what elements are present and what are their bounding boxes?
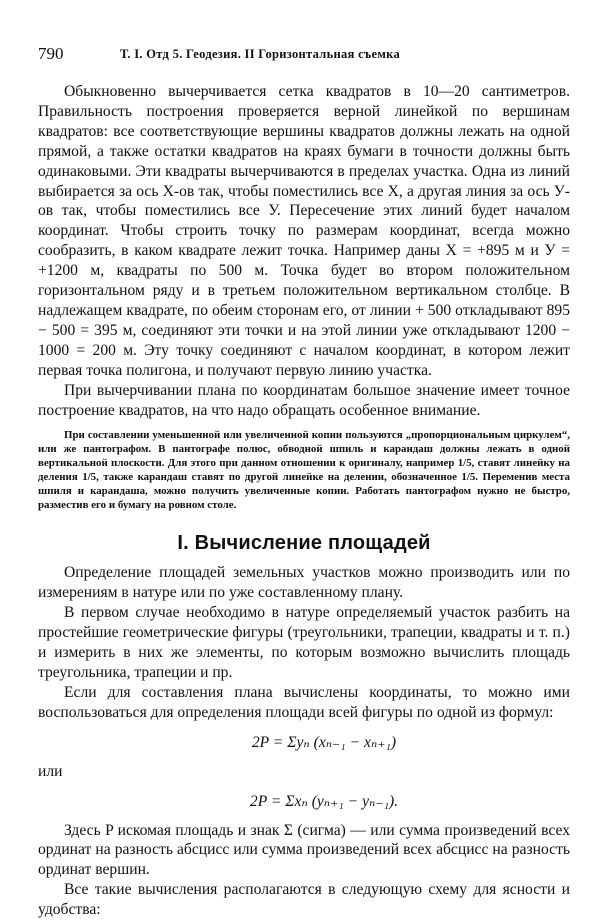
section-paragraph-1: Определение площадей земельных участков можно производить или по измерениям в натуре или по уже составленному плану. xyxy=(38,564,570,602)
page-body xyxy=(38,82,570,920)
pantograph-note: При составлении уменьшенной или увеличенной копии пользуются „пропорциональным циркулем“, или же пантографом. В пантографе полюс, обводной шпиль и карандаш должны лежать в одной вертикальной плоскости. Для этого при данном отношении к оригиналу, например 1/5, ставят линейку на деления 1/5, также карандаш ставят по другой линейке на делении, обозначенное 1/5. Переменив места шпиля и карандаша, можно получить увеличенные копии. Работать пантографом нужно не быстро, разместив его и бумагу на ровном столе. xyxy=(38,429,570,512)
formula-connector: или xyxy=(38,762,63,780)
page-header xyxy=(38,44,568,66)
area-formula-1: 2P = Σyₙ (xₙ₋₁ − xₙ₊₁) xyxy=(251,733,397,751)
paragraph-grid: Обыкновенно вычерчивается сетка квадратов в 10—20 сантиметров. Правильность построения проверяется верной линейкой по вершинам квадратов: все соответствующие вершины квадратов должны лежать на одной прямой, а также остатки квадратов на краях бумаги в точности должны быть одинаковыми. Эти квадраты вычерчиваются в пределах участка. Одна из линий выбирается за ось X-ов так, чтобы поместились все X, а другая линия за ось У-ов так, чтобы поместились все У. Пересечение этих линий будет началом координат. Чтобы строить точку по размерам координат, всегда можно сообразить, в каком квадрате лежит точка. Например даны X = +895 м и У = +1200 м, квадраты по 500 м. Точка будет во втором положительном горизонтальном ряду и в третьем положительном вертикальном столбце. В надлежащем квадрате, по обеим сторонам его, от линии + 500 откладывают 895 − 500 = 395 м, соединяют эти точки и на этой линии уже откладывают 1200 − 1000 = 200 м. Эту точку соединяют с началом координат, в котором лежит первая точка полигона, и получают первую линию участка. xyxy=(38,83,570,379)
page-number: 790 xyxy=(38,44,64,63)
section-title: I. Вычисление площадей xyxy=(177,532,431,555)
section-paragraph-3: Если для составления плана вычислены координаты, то можно ими воспользоваться для определения площади всей фигуры по одной из формул: xyxy=(38,683,570,721)
section-paragraph-4: Здесь P искомая площадь и знак Σ (сигма) — или сумма произведений всех ординат на разность абсцисс или сумма произведений всех абсцисс на разность ординат вершин. xyxy=(38,821,570,879)
section-paragraph-2: В первом случае необходимо в натуре определяемый участок разбить на простейшие геометрические фигуры (треугольники, трапеции, квадраты и т. п.) и измерить в них же элементы, по которым возможно вычислить площадь треугольника, трапеции и пр. xyxy=(38,604,570,681)
paragraph-squares-note: При вычерчивании плана по координатам большое значение имеет точное построение квадратов, на что надо обращать особенное внимание. xyxy=(38,381,570,419)
area-formula-2: 2P = Σxₙ (yₙ₊₁ − yₙ₋₁). xyxy=(249,792,399,810)
running-title: Т. I. Отд 5. Геодезия. II Горизонтальная съемка xyxy=(120,47,401,61)
section-paragraph-5: Все такие вычисления располагаются в следующую схему для ясности и удобства: xyxy=(38,881,570,919)
